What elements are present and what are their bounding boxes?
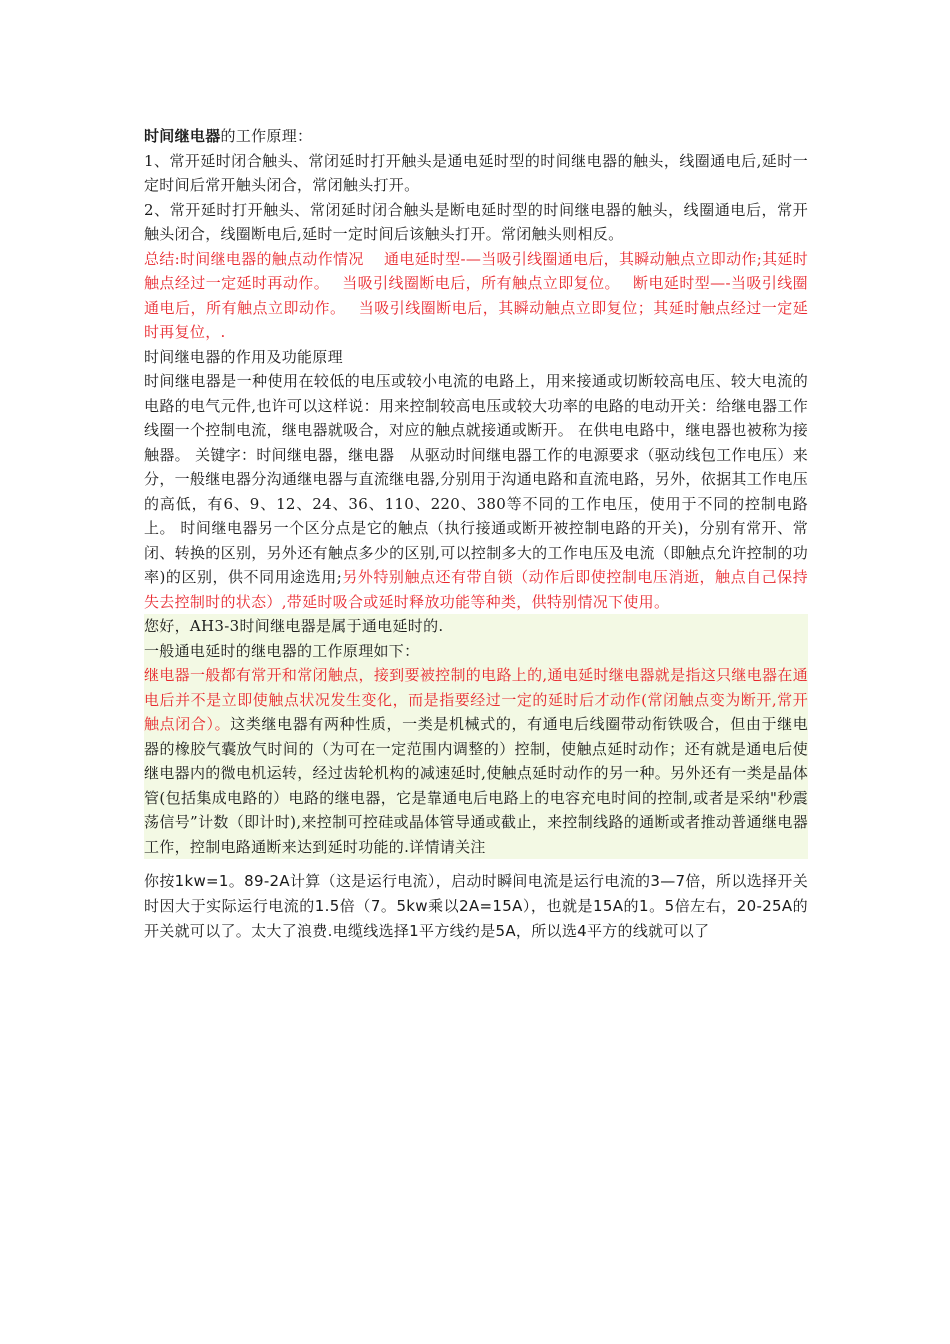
- section2-body-red: 另外特别触点还有带自锁（动作后即使控制电压消逝，触点自己保持失去控制时的状态）,带延时吸合或延时释放功能等种类，供特别情况下使用。: [144, 568, 808, 611]
- answer-body-black: 这类继电器有两种性质，一类是机械式的，有通电后线圈带动衔铁吸合，但由于继电器的橡胶气囊放气时间的（为可在一定范围内调整的）控制，使触点延时动作；还有就是通电后使继电器内的微电机运转，经过齿轮机构的减速延时,使触点延时动作的另一种。另外还有一类是晶体管(包括集成电路的）电路的继电器，它是靠通电后电路上的电容充电时间的控制,或者是采纳"秒震荡信号”计数（即计时),来控制可控硅或晶体管导通或截止，来控制线路的通断或者推动普通继电器工作，控制电路通断来达到延时功能的.详情请关注: [144, 715, 808, 856]
- answer-line-1: 您好，AH3-3时间继电器是属于通电延时的.: [144, 617, 444, 635]
- answer-body-red: 继电器一般都有常开和常闭触点，接到要被控制的电路上的,通电延时继电器就是指这只继电器在通电后并不是立即使触点状况发生变化，而是指要经过一定的延时后才动作(常闭触点变为断开,常开触点闭合）。: [144, 666, 808, 733]
- principle-item-1: 1、常开延时闭合触头、常闭延时打开触头是通电延时型的时间继电器的触头，线圈通电后,延时一定时间后常开触头闭合，常闭触头打开。: [144, 151, 808, 194]
- principle-item-2: 2、常开延时打开触头、常闭延时闭合触头是断电延时型的时间继电器的触头，线圈通电后，常开触头闭合，线圈断电后,延时一定时间后该触头打开。常闭触头则相反。: [144, 200, 808, 243]
- section2-heading: 时间继电器的作用及功能原理: [144, 347, 343, 366]
- answer-box: [144, 614, 808, 859]
- section1-title: [144, 124, 808, 149]
- answer-line-2: 一般通电延时的继电器的工作原理如下：: [144, 641, 420, 660]
- title-rest: 的工作原理：: [220, 127, 313, 145]
- section2-body-black: 时间继电器是一种使用在较低的电压或较小电流的电路上，用来接通或切断较高电压、较大电流的电路的电气元件,也许可以这样说：用来控制较高电压或较大功率的电路的电动开关：给继电器工作线圈一个控制电流，继电器就吸合，对应的触点就接通或断开。 在供电电路中，继电器也被称为接触器。 关键字：时间继电器，继电器 从驱动时间继电器工作的电源要求（驱动线包工作电压）来分，一般继电器分沟通继电器与直流继电器,分别用于沟通电路和直流电路，另外，依据其工作电压的高低，有6、9、12、24、36、110、220、380等不同的工作电压，使用于不同的控制电路上。 时间继电器另一个区分点是它的触点（执行接通或断开被控制电路的开关)，分别有常开、常闭、转换的区别，另外还有触点多少的区别,可以控制多大的工作电压及电流（即触点允许控制的功率)的区别，供不同用途选用;: [144, 372, 808, 586]
- title-bold: 时间继电器: [144, 127, 221, 145]
- document-page: [144, 124, 808, 944]
- section2-body: [144, 369, 808, 614]
- answer-body: [144, 663, 808, 859]
- summary-paragraph: 总结:时间继电器的触点动作情况 通电延时型-—当吸引线圈通电后，其瞬动触点立即动作;其延时触点经过一定延时再动作。 当吸引线圈断电后，所有触点立即复位。 断电延时型—-当吸引线圈通电后，所有触点立即动作。 当吸引线圈断电后，其瞬动触点立即复位；其延时触点经过一定延时再复位，.: [144, 249, 808, 341]
- cable-selection-paragraph: 你按1kw=1。89-2A计算（这是运行电流），启动时瞬间电流是运行电流的3—7倍，所以选择开关时因大于实际运行电流的1.5倍（7。5kw乘以2A=15A），也就是15A的1。5倍左右，20-25A的开关就可以了。太大了浪费.电缆线选择1平方线约是5A，所以选4平方的线就可以了: [144, 872, 808, 940]
